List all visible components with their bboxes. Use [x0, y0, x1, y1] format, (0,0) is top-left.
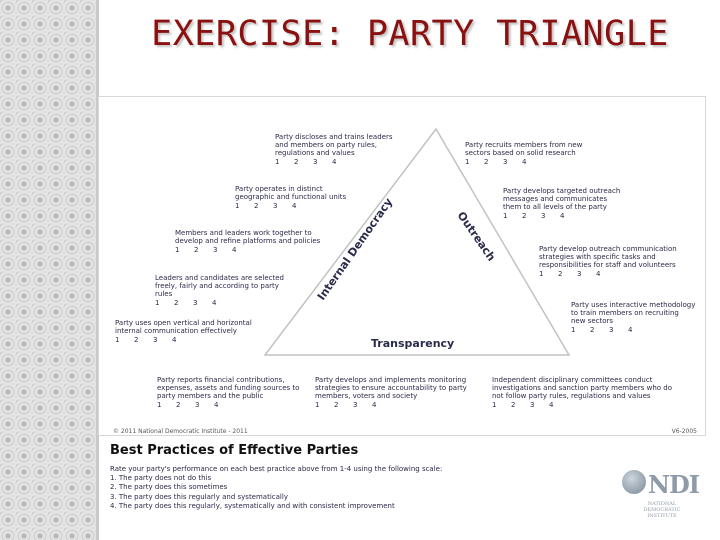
outreach-practice-4 [571, 301, 695, 334]
globe-icon [622, 470, 646, 494]
practice-text-line: geographic and functional units [235, 193, 347, 201]
rating-scale: 1 2 3 4 [175, 246, 237, 254]
practice-text-line: regulations and values [275, 149, 355, 157]
best-practices-intro: Rate your party's performance on each best practice above from 1-4 using the following scale: [110, 465, 443, 473]
practice-text-line: strategies with specific tasks and [539, 253, 656, 261]
transparency-practice-3 [492, 376, 672, 409]
practice-text-line: investigations and sanction party members who do [492, 384, 672, 392]
internal-practice-4 [155, 274, 284, 307]
rating-scale: 1 2 3 4 [275, 158, 337, 166]
party-triangle-document [98, 96, 706, 436]
best-practices-title: Best Practices of Effective Parties [110, 443, 359, 458]
ndi-logo [620, 468, 699, 528]
rating-scale: 1 2 3 4 [492, 401, 554, 409]
rating-scale: 1 2 3 4 [539, 270, 601, 278]
practice-text-line: Party discloses and trains leaders [275, 133, 393, 141]
ndi-subtitle: NATIONAL DEMOCRATIC INSTITUTE [643, 501, 681, 519]
practice-text-line: Party develop outreach communication [539, 245, 677, 253]
internal-practice-1 [275, 133, 393, 166]
practice-text-line: to train members on recruiting [571, 309, 679, 317]
internal-practice-2 [235, 185, 346, 210]
scale-legend-item: 4. The party does this regularly, systematically and with consistent improvement [110, 501, 395, 510]
internal-democracy-label: Internal Democracy [314, 195, 396, 303]
practice-text-line: rules [155, 290, 173, 298]
rating-scale: 1 2 3 4 [571, 326, 633, 334]
practice-text-line: not follow party rules, regulations and values [492, 392, 651, 400]
practice-text-line: party members and the public [157, 392, 264, 400]
ndi-wordmark: NDI [648, 470, 699, 499]
transparency-practice-2 [315, 376, 467, 409]
practice-text-line: Independent disciplinary committees conduct [492, 376, 653, 384]
rating-scale: 1 2 3 4 [465, 158, 527, 166]
practice-text-line: strategies to ensure accountability to party [315, 384, 467, 392]
practice-text-line: them to all levels of the party [503, 203, 607, 211]
transparency-practice-1 [157, 376, 299, 409]
decorative-border [0, 0, 96, 540]
rating-scale: 1 2 3 4 [155, 299, 217, 307]
practice-text-line: Party reports financial contributions, [157, 376, 285, 384]
practice-text-line: Party develops and implements monitoring [315, 376, 467, 384]
practice-text-line: responsibilities for staff and volunteers [539, 261, 676, 269]
rating-scale: 1 2 3 4 [503, 212, 565, 220]
practice-text-line: Leaders and candidates are selected [155, 274, 284, 282]
practice-text-line: Party develops targeted outreach [503, 187, 621, 195]
practice-text-line: Party uses interactive methodology [571, 301, 696, 309]
practice-text-line: freely, fairly and according to party [155, 282, 279, 290]
internal-practice-3 [175, 229, 320, 254]
practice-text-line: members, voters and society [315, 392, 418, 400]
practice-text-line: Party uses open vertical and horizontal [115, 319, 252, 327]
practice-text-line: Party recruits members from new [465, 141, 583, 149]
internal-practice-5 [115, 319, 252, 344]
outreach-practice-1 [465, 141, 582, 166]
outreach-practice-3 [539, 245, 677, 278]
practice-text-line: and members on party rules, [275, 141, 377, 149]
practice-text-line: internal communication effectively [115, 327, 237, 335]
transparency-label: Transparency [371, 337, 455, 350]
practice-text-line: new sectors [571, 317, 614, 325]
rating-scale: 1 2 3 4 [157, 401, 219, 409]
scale-legend-item: 1. The party does not do this [110, 474, 212, 482]
document-code: V6-2005 [671, 428, 697, 435]
practice-text-line: expenses, assets and funding sources to [157, 384, 300, 392]
practice-text-line: sectors based on solid research [465, 149, 576, 157]
scale-legend-item: 2. The party does this sometimes [110, 483, 228, 492]
rating-scale: 1 2 3 4 [315, 401, 377, 409]
rating-scale: 1 2 3 4 [115, 336, 177, 344]
rating-scale: 1 2 3 4 [235, 202, 297, 210]
copyright-note: © 2011 National Democratic Institute - 2011 [113, 428, 248, 435]
practice-text-line: Members and leaders work together to [175, 229, 312, 237]
practice-text-line: Party operates in distinct [235, 185, 323, 193]
practice-text-line: develop and refine platforms and policies [175, 237, 321, 245]
practice-text-line: messages and communicates [503, 195, 608, 203]
outreach-practice-2 [503, 187, 620, 220]
rating-scale-legend [110, 474, 395, 511]
outreach-label: Outreach [454, 209, 498, 264]
slide-title: EXERCISE: PARTY TRIANGLE [151, 14, 669, 54]
scale-legend-item: 3. The party does this regularly and systematically [110, 492, 288, 501]
